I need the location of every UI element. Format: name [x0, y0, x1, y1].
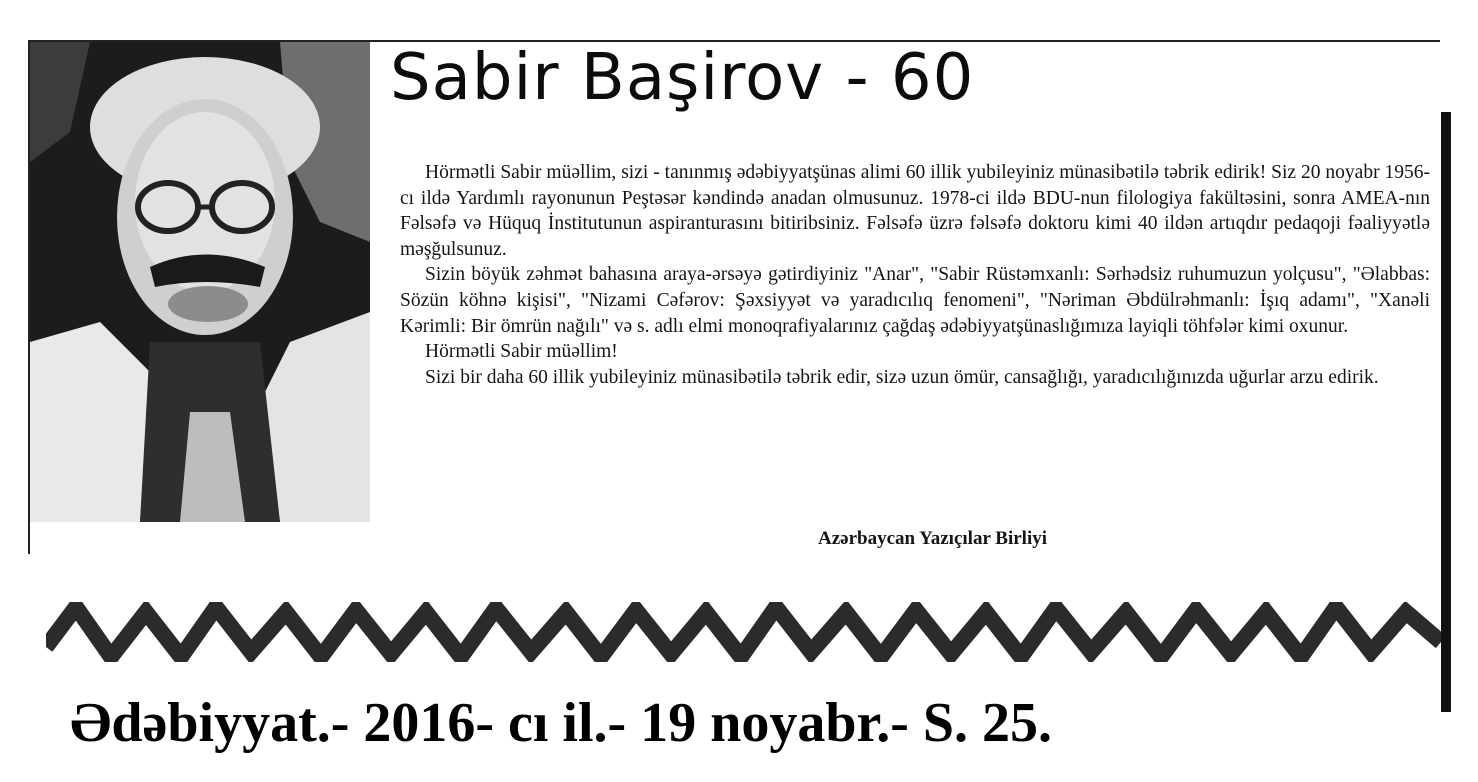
paragraph: Hörmətli Sabir müəllim! — [425, 341, 618, 363]
paragraph: Sizi bir daha 60 illik yubileyiniz münasibətilə təbrik edir, sizə uzun ömür, cansağlığı, yaradıcılığınızda uğurlar arzu edirik. — [425, 366, 1379, 388]
article-body — [400, 160, 1430, 390]
paragraph: Hörmətli Sabir müəllim, sizi - tanınmış ədəbiyyatşünas alimi 60 illik yubileyiniz münasibətilə təbrik edirik! Siz 20 noyabr 1956-cı ildə Yardımlı rayonunun Peştəsər kəndində anadan olmusunuz. 1978-ci ildə BDU-nun filologiya fakültəsini, sonra AMEA-nın Fəlsəfə və Hüquq İnstitutunun aspiranturasını bitiribsiniz. Fəlsəfə üzrə fəlsəfə doktoru kimi 40 ildən artıqdır pedaqoji fəaliyyətlə məşğulsunuz. — [400, 162, 1430, 260]
zigzag-ornament — [46, 602, 1441, 667]
source-citation: Ədəbiyyat.- 2016- cı il.- 19 noyabr.- S. 25. — [70, 692, 1052, 754]
frame-shadow — [1441, 112, 1451, 712]
newspaper-clipping — [28, 32, 1438, 652]
signature: Azərbaycan Yazıçılar Birliyi — [818, 528, 1048, 549]
paragraph: Sizin böyük zəhmət bahasına araya-ərsəyə gətirdiyiniz "Anar", "Sabir Rüstəmxanlı: Sərhədsiz ruhumuzun yolçusu", "Əlabbas: Sözün köhnə kişisi", "Nizami Cəfərov: Şəxsiyyət və yaradıcılıq fenomeni", "Nəriman Əbdülrəhmanlı: İşıq adamı", "Xanəli Kərimli: Bir ömrün nağılı" və s. adlı elmi monoqrafiyalarınız çağdaş ədəbiyyatşünaslığımıza layiqli töhfələr kimi oxunur. — [400, 264, 1430, 337]
headline: Sabir Başirov - 60 — [390, 41, 975, 115]
portrait-photo — [30, 42, 370, 522]
